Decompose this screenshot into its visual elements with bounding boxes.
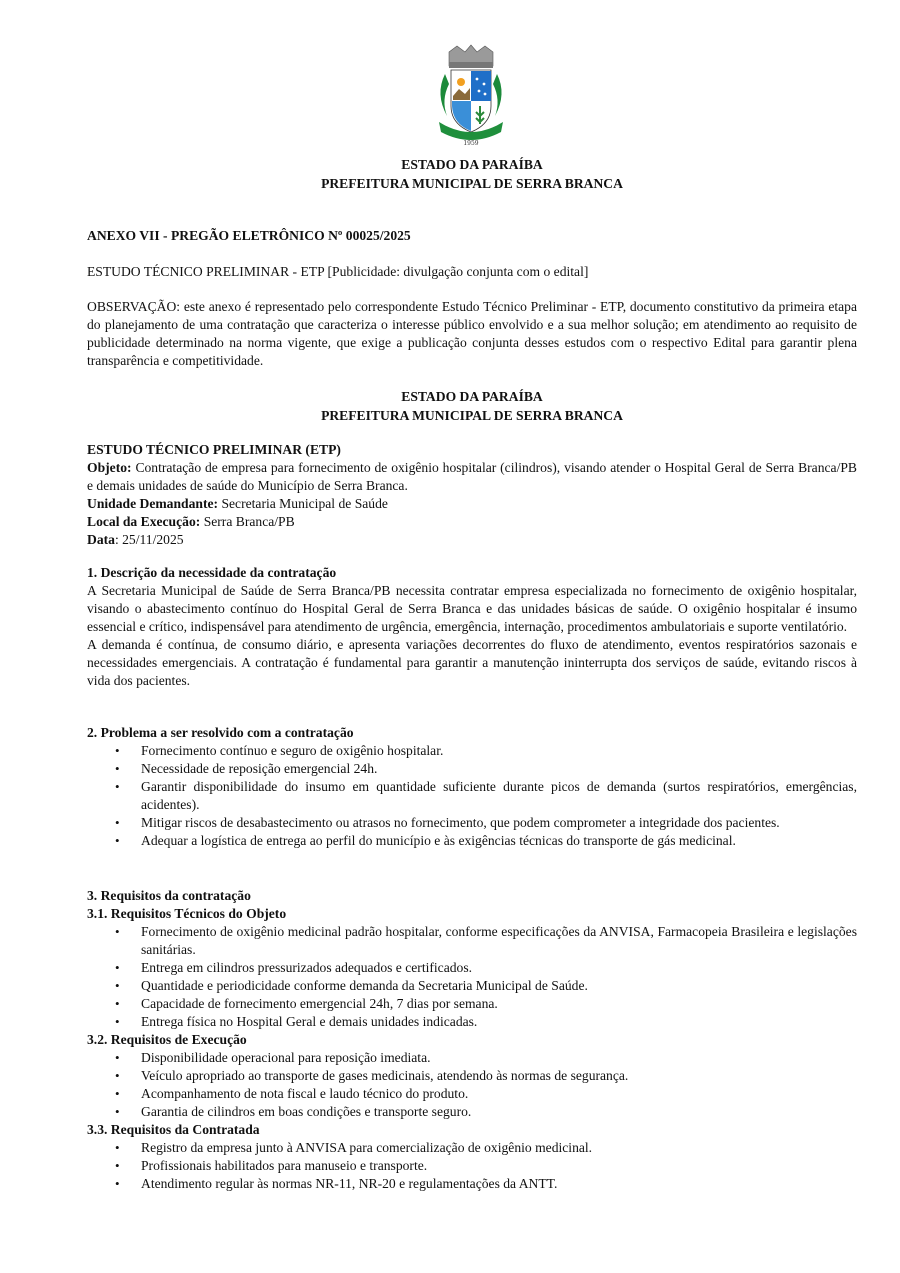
section-3-3-title: 3.3. Requisitos da Contratada xyxy=(87,1122,260,1137)
municipality-name: PREFEITURA MUNICIPAL DE SERRA BRANCA xyxy=(321,408,623,423)
section-1-paragraph: A demanda é contínua, de consumo diário, e apresenta variações decorrentes do fluxo de atendimento, eventos respiratórios sazonais e necessidades emergenciais. A contratação é fundamental para garantir a manutenção ininterrupta dos serviços de saúde, evitando riscos à vida dos pacientes. xyxy=(87,637,857,688)
section-2-list xyxy=(87,742,857,850)
list-item: • Veículo apropriado ao transporte de gases medicinais, atendendo às normas de segurança. xyxy=(141,1067,857,1085)
etp-title: ESTUDO TÉCNICO PRELIMINAR (ETP) xyxy=(87,442,341,457)
svg-text:1959: 1959 xyxy=(463,140,479,147)
list-item: • Capacidade de fornecimento emergencial 24h, 7 dias por semana. xyxy=(141,995,857,1013)
coat-of-arms-icon xyxy=(427,44,515,148)
state-name: ESTADO DA PARAÍBA xyxy=(401,389,543,404)
list-item: • Registro da empresa junto à ANVISA para comercialização de oxigênio medicinal. xyxy=(141,1139,857,1157)
section-1 xyxy=(87,564,857,690)
list-item: • Mitigar riscos de desabastecimento ou atrasos no fornecimento, que podem comprometer a integridade dos pacientes. xyxy=(141,814,857,832)
section-1-paragraph: A Secretaria Municipal de Saúde de Serra Branca/PB necessita contratar empresa especializada no fornecimento de oxigênio hospitalar, visando o abastecimento contínuo do Hospital Geral de Serra Branca e das unidades básicas de saúde. O oxigênio hospitalar é insumo essencial e crítico, indispensável para atendimento de urgência, emergência, internação, procedimentos ambulatoriais e suporte ventilatório. xyxy=(87,583,857,634)
list-item: • Profissionais habilitados para manuseio e transporte. xyxy=(141,1157,857,1175)
etp-data: Data: 25/11/2025 xyxy=(87,532,184,547)
document-header-top xyxy=(87,155,857,193)
list-item: • Acompanhamento de nota fiscal e laudo técnico do produto. xyxy=(141,1085,857,1103)
list-item: • Disponibilidade operacional para reposição imediata. xyxy=(141,1049,857,1067)
list-item: • Fornecimento contínuo e seguro de oxigênio hospitalar. xyxy=(141,742,857,760)
observation-paragraph: OBSERVAÇÃO: este anexo é representado pelo correspondente Estudo Técnico Preliminar - ETP, documento constitutivo da primeira etapa do planejamento de uma contratação que caracteriza o interesse público envolvido e a sua melhor solução; em atendimento ao requisito de publicidade determinado na norma vigente, que exige a publicação conjunta desses estudos com o respectivo Edital para garantir plena transparência e competitividade. xyxy=(87,299,857,368)
etp-info xyxy=(87,441,857,549)
document-header-second xyxy=(87,387,857,425)
coat-of-arms-logo xyxy=(427,44,515,148)
section-2 xyxy=(87,724,857,850)
list-item: • Entrega física no Hospital Geral e demais unidades indicadas. xyxy=(141,1013,857,1031)
section-3-3-list xyxy=(87,1139,857,1193)
list-item: • Fornecimento de oxigênio medicinal padrão hospitalar, conforme especificações da ANVISA, Farmacopeia Brasileira e legislações sanitárias. xyxy=(141,923,857,959)
section-3-1-title: 3.1. Requisitos Técnicos do Objeto xyxy=(87,906,287,921)
section-3-2-title: 3.2. Requisitos de Execução xyxy=(87,1032,247,1047)
section-3-title: 3. Requisitos da contratação xyxy=(87,888,251,903)
list-item: • Quantidade e periodicidade conforme demanda da Secretaria Municipal de Saúde. xyxy=(141,977,857,995)
list-item: • Necessidade de reposição emergencial 24h. xyxy=(141,760,857,778)
list-item: • Atendimento regular às normas NR-11, NR-20 e regulamentações da ANTT. xyxy=(141,1175,857,1193)
etp-unidade: Unidade Demandante: Secretaria Municipal de Saúde xyxy=(87,496,388,511)
section-3-2-list xyxy=(87,1049,857,1121)
etp-objeto: Objeto: Contratação de empresa para fornecimento de oxigênio hospitalar (cilindros), visando atender o Hospital Geral de Serra Branca/PB e demais unidades de saúde do Município de Serra Branca. xyxy=(87,460,857,493)
annex-title: ANEXO VII - PREGÃO ELETRÔNICO Nº 00025/2025 xyxy=(87,228,411,243)
etp-local: Local da Execução: Serra Branca/PB xyxy=(87,514,295,529)
list-item: • Garantir disponibilidade do insumo em quantidade suficiente durante picos de demanda (surtos respiratórios, emergências, acidentes). xyxy=(141,778,857,814)
section-3-1-list xyxy=(87,923,857,1031)
section-2-title: 2. Problema a ser resolvido com a contratação xyxy=(87,725,354,740)
list-item: • Garantia de cilindros em boas condições e transporte seguro. xyxy=(141,1103,857,1121)
list-item: • Adequar a logística de entrega ao perfil do município e às exigências técnicas do transporte de gás medicinal. xyxy=(141,832,857,850)
municipality-name: PREFEITURA MUNICIPAL DE SERRA BRANCA xyxy=(321,176,623,191)
section-3 xyxy=(87,887,857,1193)
annex-subtitle: ESTUDO TÉCNICO PRELIMINAR - ETP [Publicidade: divulgação conjunta com o edital] xyxy=(87,264,589,279)
state-name: ESTADO DA PARAÍBA xyxy=(401,157,543,172)
list-item: • Entrega em cilindros pressurizados adequados e certificados. xyxy=(141,959,857,977)
section-1-title: 1. Descrição da necessidade da contratação xyxy=(87,565,337,580)
